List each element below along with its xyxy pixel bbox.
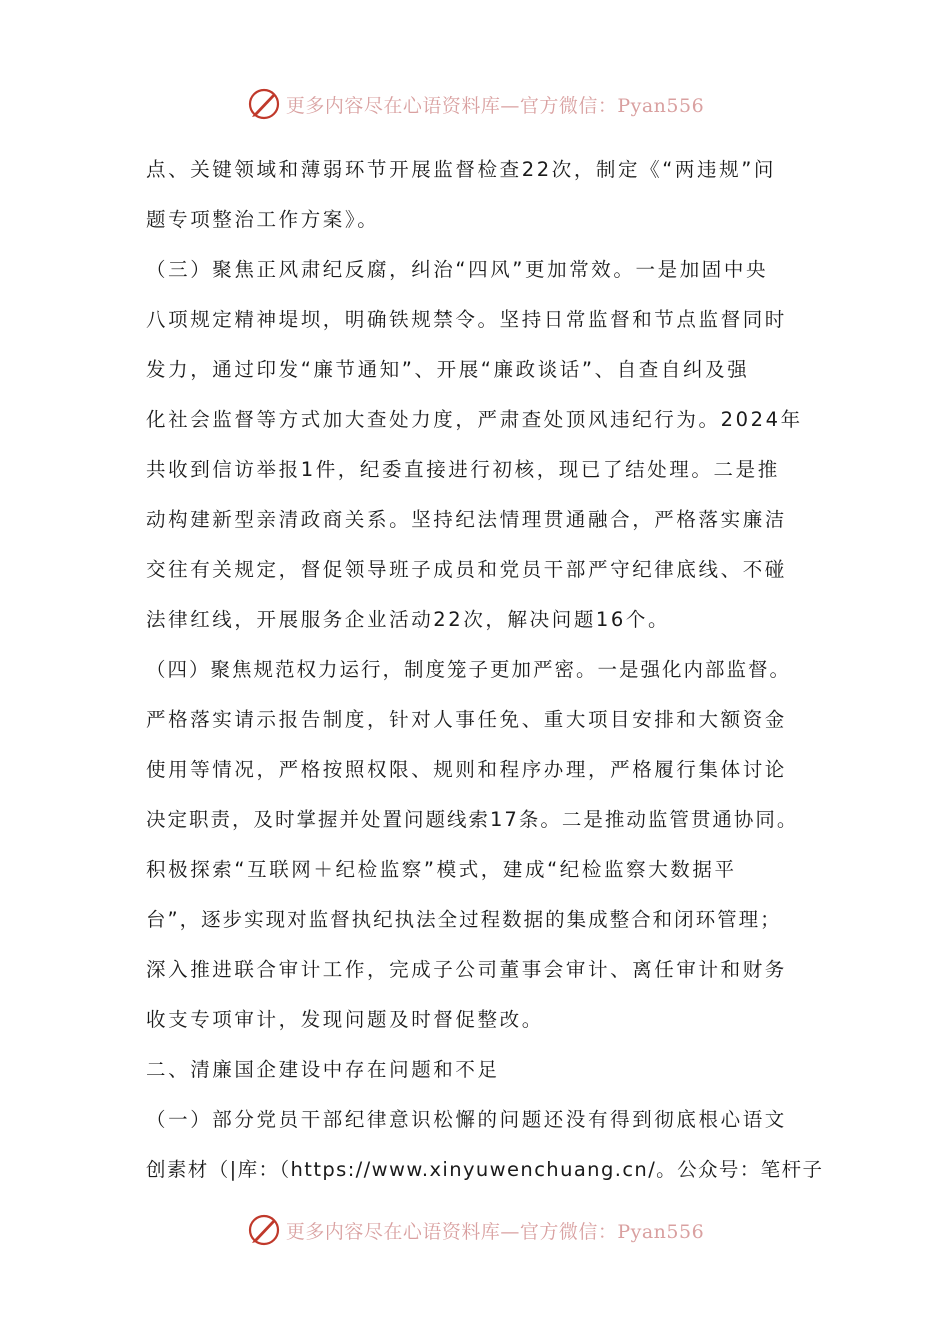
text-line-10: 法律红线，开展服务企业活动22次，解决问题16个。 [146,608,671,631]
text-line-11: （四）聚焦规范权力运行，制度笼子更加严密。一是强化内部监督。 [146,658,792,681]
watermark-text: 更多内容尽在心语资料库—官方微信：Pyan556 [285,94,705,117]
text-line-8: 动构建新型亲清政商关系。坚持纪法情理贯通融合，严格落实廉洁 [146,508,787,531]
text-line-3: （三）聚焦正风肃纪反腐，纠治“四风”更加常效。一是加固中央 [146,258,769,281]
text-line-12: 严格落实请示报告制度，针对人事任免、重大项目安排和大额资金 [146,708,787,731]
text-line-6: 化社会监督等方式加大查处力度，严肃查处顶风违纪行为。2024年 [146,408,803,431]
header-watermark-banner [0,84,950,124]
text-line-2: 题专项整治工作方案》。 [146,208,380,231]
footer-watermark-banner [0,1210,950,1250]
text-line-20: （一）部分党员干部纪律意识松懈的问题还没有得到彻底根心语文 [146,1108,787,1131]
text-line-16: 台”，逐步实现对监督执纪执法全过程数据的集成整合和闭环管理； [146,908,782,931]
text-line-9: 交往有关规定，督促领导班子成员和党员干部严守纪律底线、不碰 [146,558,787,581]
text-line-4: 八项规定精神堤坝，明确铁规禁令。坚持日常监督和节点监督同时 [146,308,787,331]
text-line-17: 深入推进联合审计工作，完成子公司董事会审计、离任审计和财务 [146,958,787,981]
quill-pen-logo-icon [246,1212,282,1248]
document-body [146,145,826,1195]
quill-pen-logo-icon [246,86,282,122]
text-line-21: 创素材（|库：（https://www.xinyuwenchuang.cn/。公众号：笔杆子 [146,1158,824,1181]
text-line-5: 发力，通过印发“廉节通知”、开展“廉政谈话”、自查自纠及强 [146,358,750,381]
watermark-text: 更多内容尽在心语资料库—官方微信：Pyan556 [285,1220,705,1243]
text-line-7: 共收到信访举报1件，纪委直接进行初核，现已了结处理。二是推 [146,458,780,481]
text-line-15: 积极探索“互联网＋纪检监察”模式，建成“纪检监察大数据平 [146,858,737,881]
text-line-13: 使用等情况，严格按照权限、规则和程序办理，严格履行集体讨论 [146,758,787,781]
text-line-1: 点、关键领域和薄弱环节开展监督检查22次，制定《“两违规”问 [146,158,777,181]
section-heading: 二、清廉国企建设中存在问题和不足 [146,1058,500,1081]
text-line-14: 决定职责，及时掌握并处置问题线索17条。二是推动监管贯通协同。 [146,808,799,831]
text-line-18: 收支专项审计，发现问题及时督促整改。 [146,1008,544,1031]
